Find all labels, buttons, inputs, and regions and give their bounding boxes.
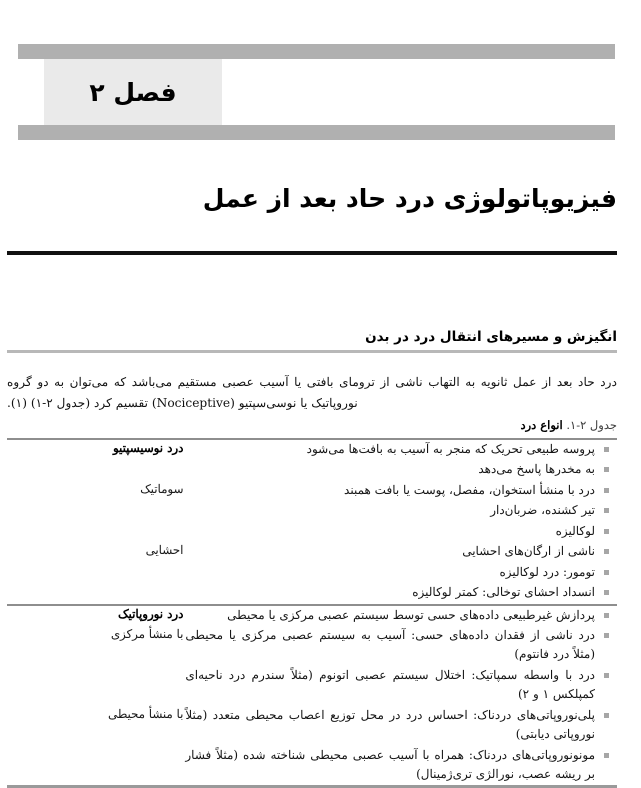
page-title: فیزیوپاتولوژی درد حاد بعد از عمل <box>202 184 617 213</box>
list-item-text: پردازش غیرطبیعی داده‌های حسی توسط سیستم عصبی مرکزی یا محیطی <box>227 607 595 622</box>
intro-text-latin-term: Nociceptive <box>156 396 231 411</box>
list-item-text: مونونوروپاتی‌های دردناک: همراه با آسیب عصبی محیطی شناخته شده (مثلاً فشار بر ریشه عصب، نورالژی تری‌ژمینال) <box>185 747 595 781</box>
table-row-label: با منشأ محیطی <box>7 706 183 787</box>
intro-paragraph <box>7 372 617 414</box>
table-row <box>7 706 617 787</box>
banner-rule-top <box>18 44 615 59</box>
section-divider <box>7 350 617 353</box>
list-item-text: پلی‌نوروپاتی‌های دردناک: احساس درد در محل توزیع اعصاب محیطی متعدد (مثلاً نوروپاتی دیابتی) <box>185 707 595 742</box>
table-caption-number: جدول ۲-۱. <box>566 418 617 432</box>
table-cell-items <box>183 605 617 626</box>
list-item <box>183 746 617 785</box>
bullet-square-icon <box>595 522 617 534</box>
bullet-square-icon <box>595 460 617 472</box>
bullet-square-icon <box>595 706 617 718</box>
list-item-text: لوکالیزه <box>555 523 595 538</box>
chapter-label: فصل ۲ <box>89 77 177 107</box>
list-item-text: به مخدرها پاسخ می‌دهد <box>478 462 595 477</box>
list-item-text: درد با منشأ استخوان، مفصل، پوست یا بافت همبند <box>344 482 595 497</box>
table-row-label: درد نوسیسپتیو <box>7 439 183 481</box>
list-item <box>183 606 617 625</box>
list-item <box>183 481 617 500</box>
section-heading: انگیزش و مسیرهای انتقال درد در بدن <box>365 329 617 345</box>
chapter-number-box <box>44 59 222 125</box>
list-item <box>183 583 617 602</box>
list-item-text: درد با واسطه سمپاتیک: اختلال سیستم عصبی اتونوم (مثلاً سندرم درد ناحیه‌ای کمپلکس ۱ و ۲) <box>185 667 595 702</box>
list-item <box>183 706 617 745</box>
table-row-label: با منشأ مرکزی <box>110 626 184 641</box>
bullet-square-icon <box>595 542 617 554</box>
bullet-square-icon <box>595 746 617 758</box>
table-caption-title: انواع درد <box>520 418 563 432</box>
bullet-square-icon <box>595 563 617 575</box>
table-cell-items <box>183 626 617 706</box>
list-item <box>183 626 617 665</box>
table-cell-items <box>183 439 617 481</box>
list-item-text: ناشی از ارگان‌های احشایی <box>462 544 595 559</box>
chapter-banner <box>0 44 641 140</box>
bullet-square-icon <box>595 501 617 513</box>
bullet-square-icon <box>595 440 617 452</box>
table-cell-items <box>183 481 617 542</box>
table-row-label: سوماتیک <box>140 481 184 496</box>
table-cell-items <box>183 706 617 787</box>
table-cell-items <box>183 542 617 604</box>
bullet-square-icon <box>595 481 617 493</box>
table-row <box>7 481 617 542</box>
bullet-square-icon <box>595 606 617 618</box>
pain-types-table <box>7 438 617 788</box>
list-item-text: پروسه طبیعی تحریک که منجر به آسیب به بافت‌ها می‌شود <box>306 442 595 456</box>
list-item <box>183 440 617 459</box>
list-item-text: تومور: درد لوکالیزه <box>499 564 595 579</box>
list-item <box>183 522 617 541</box>
intro-text-part2: ) تقسیم کرد (جدول ۲-۱) (۱). <box>7 396 157 411</box>
banner-rule-bottom <box>18 125 615 140</box>
bullet-square-icon <box>595 666 617 678</box>
table-row <box>7 542 617 604</box>
bullet-square-icon <box>595 583 617 595</box>
list-item <box>183 501 617 520</box>
table-row <box>7 626 617 706</box>
list-item-text: تیر کشنده، ضربان‌دار <box>490 503 595 518</box>
list-item-text: انسداد احشای توخالی: کمتر لوکالیزه <box>412 585 595 600</box>
table-row-label: احشایی <box>145 543 184 558</box>
table-row <box>7 605 617 626</box>
list-item <box>183 542 617 561</box>
table-row <box>7 439 617 481</box>
intro-text-part1: درد حاد بعد از عمل ثانویه به التهاب ناشی از ترومای بافتی یا آسیب عصبی مستقیم می‌باشد که می‌توان به دو گروه نوروپاتیک یا نوسی‌سپتیو ( <box>7 375 617 411</box>
table-caption <box>7 418 617 432</box>
pain-table-body <box>7 439 617 787</box>
table-row-label: درد نوروپاتیک <box>7 605 183 626</box>
list-item <box>183 460 617 479</box>
list-item <box>183 563 617 582</box>
title-divider <box>7 251 617 255</box>
list-item <box>183 666 617 705</box>
bullet-square-icon <box>595 626 617 638</box>
list-item-text: درد ناشی از فقدان داده‌های حسی: آسیب به سیستم عصبی مرکزی یا محیطی (مثلاً درد فانتوم) <box>185 627 595 662</box>
